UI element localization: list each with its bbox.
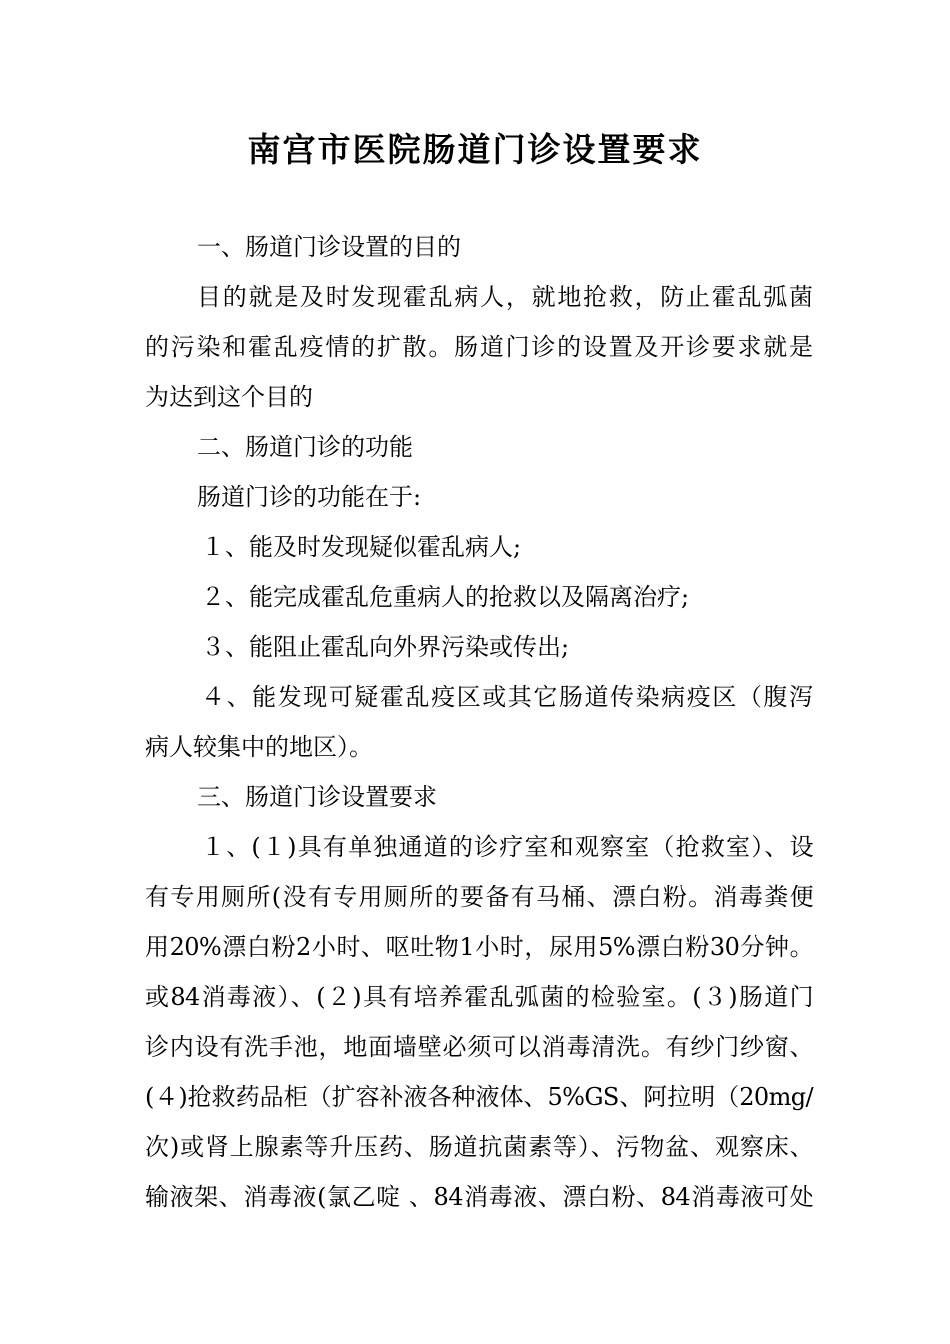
- list-item: ３、能阻止霍乱向外界污染或传出;: [201, 633, 570, 661]
- document-title: 南宫市医院肠道门诊设置要求: [247, 130, 703, 169]
- paragraph-line: 的污染和霍乱疫情的扩散。肠道门诊的设置及开诊要求就是: [145, 333, 813, 361]
- list-item: １、能及时发现疑似霍乱病人;: [201, 533, 522, 561]
- paragraph-line: 或84消毒液）、(２)具有培养霍乱弧菌的检验室。(３)肠道门: [145, 983, 813, 1011]
- paragraph-line: 病人较集中的地区）。: [145, 733, 373, 761]
- paragraph-line: 输液架、消毒液(氯乙啶 、84消毒液、漂白粉、84消毒液可处: [145, 1183, 813, 1211]
- paragraph-line: 肠道门诊的功能在于:: [197, 483, 422, 511]
- paragraph-line: １、(１)具有单独通道的诊疗室和观察室（抢救室）、设: [201, 833, 813, 861]
- paragraph-line: 有专用厕所(没有专用厕所的要备有马桶、漂白粉。消毒粪便: [145, 883, 813, 911]
- section-heading-1: 一、肠道门诊设置的目的: [197, 233, 461, 261]
- paragraph-line: 目的就是及时发现霍乱病人，就地抢救，防止霍乱弧菌: [197, 283, 813, 311]
- paragraph-line: 次)或肾上腺素等升压药、肠道抗菌素等）、污物盆、观察床、: [145, 1133, 813, 1161]
- document-body: [145, 222, 813, 1222]
- paragraph-line: (４)抢救药品柜（扩容补液各种液体、5%GS、阿拉明（20mg/: [145, 1083, 813, 1111]
- list-item: ２、能完成霍乱危重病人的抢救以及隔离治疗;: [201, 583, 690, 611]
- section-heading-2: 二、肠道门诊的功能: [197, 433, 413, 461]
- section-heading-3: 三、肠道门诊设置要求: [197, 783, 437, 811]
- paragraph-line: 为达到这个目的: [145, 383, 313, 411]
- paragraph-line: 诊内设有洗手池，地面墙壁必须可以消毒清洗。有纱门纱窗、: [145, 1033, 813, 1061]
- list-item: ４、能发现可疑霍乱疫区或其它肠道传染病疫区（腹泻: [201, 683, 813, 711]
- paragraph-line: 用20%漂白粉2小时、呕吐物1小时，尿用5%漂白粉30分钟。: [145, 933, 813, 961]
